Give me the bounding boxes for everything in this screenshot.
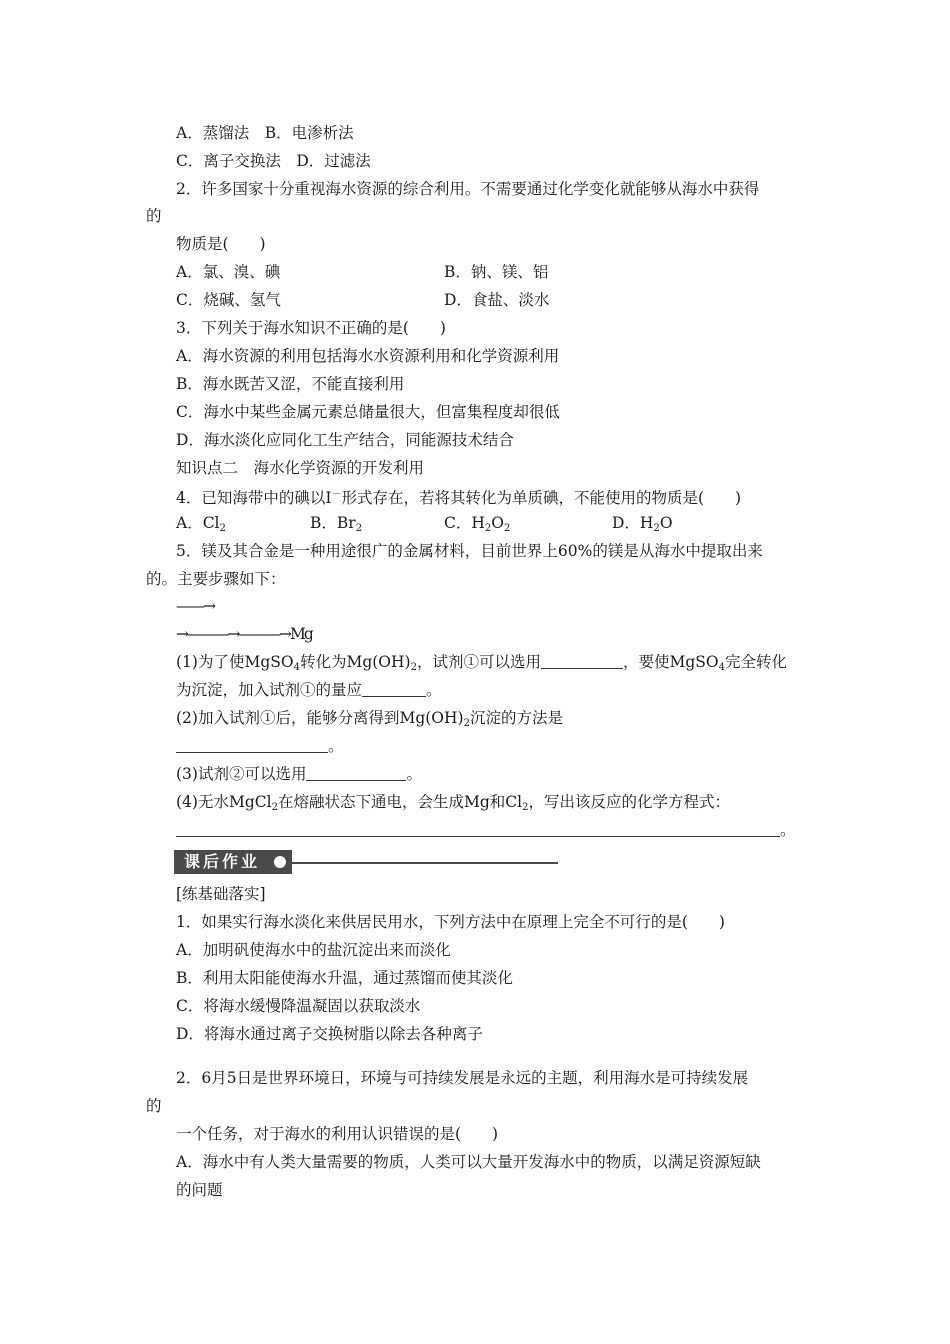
flow-arrow-line-2: →———→———→Mg — [176, 625, 312, 643]
hw1-option-d: D．将海水通过离子交换树脂以除去各种离子 — [176, 1025, 483, 1043]
q5-text: 为沉淀，加入试剂①的量应 — [176, 681, 363, 699]
q3-option-b: B．海水既苦又涩，不能直接利用 — [176, 375, 405, 393]
subscript: 4 — [718, 662, 725, 673]
q5-text: 完全转化 — [724, 653, 787, 671]
q4-option-text: O — [491, 514, 504, 532]
q4-stem — [176, 485, 741, 508]
q5-part-4-answer — [176, 820, 796, 840]
subscript: 2 — [503, 523, 511, 534]
subscript: 2 — [219, 523, 226, 534]
hw1-option-c: C．将海水缓慢降温凝固以获取淡水 — [176, 997, 421, 1015]
flow-arrow-line-1: ——→ — [176, 597, 214, 615]
hw2-stem: 2．6月5日是世界环境日，环境与可持续发展是永远的主题，利用海水是可持续发展 — [176, 1069, 749, 1087]
q5-text: ，要使MgSO — [622, 653, 719, 671]
q5-text: 转化为Mg(OH) — [299, 653, 411, 671]
q5-text: 在熔融状态下通电，会生成Mg和Cl — [277, 793, 523, 811]
subscript: 2 — [271, 802, 278, 813]
q5-text: (3)试剂②可以选用 — [176, 765, 307, 783]
section-title: 知识点二 海水化学资源的开发利用 — [176, 459, 425, 477]
hw2-option-a: A．海水中有人类大量需要的物质，人类可以大量开发海水中的物质，以满足资源短缺 — [176, 1153, 761, 1171]
q4-option-a — [176, 513, 226, 539]
subscript: 2 — [463, 718, 470, 729]
q3-option-c: C．海水中某些金属元素总储量很大，但富集程度却很低 — [176, 403, 560, 421]
answer-blank[interactable] — [362, 681, 426, 697]
q1-option-ab: A．蒸馏法 B．电渗析法 — [176, 124, 354, 142]
q5-part-3 — [176, 764, 422, 784]
q5-text: 。 — [328, 737, 344, 755]
q4-option-d — [612, 513, 673, 539]
q2-option-c: C．烧碱、氢气 — [176, 291, 281, 309]
q5-part-1 — [176, 652, 787, 678]
q2-stem: 2．许多国家十分重视海水资源的综合利用。不需要通过化学变化就能够从海水中获得 — [176, 180, 760, 198]
q4-option-c — [444, 513, 510, 539]
q4-option-text: D．H — [612, 514, 654, 532]
hw2-stem-cont: 一个任务，对于海水的利用认识错误的是( ) — [176, 1125, 499, 1143]
subscript: 2 — [355, 523, 363, 534]
answer-blank[interactable] — [541, 653, 623, 669]
q5-part-4 — [176, 792, 730, 818]
q4-option-text: O — [659, 514, 673, 532]
q2-option-d: D．食盐、淡水 — [444, 291, 550, 309]
banner-dot-icon — [274, 856, 286, 868]
q2-option-a: A．氯、溴、碘 — [176, 263, 281, 281]
q5-text: 。 — [426, 681, 442, 699]
q5-text: 。 — [406, 765, 422, 783]
hw1-option-b: B．利用太阳能使海水升温，通过蒸馏而使其淡化 — [176, 969, 513, 987]
q5-stem: 5．镁及其合金是一种用途很广的金属材料，目前世界上60%的镁是从海水中提取出来 — [176, 542, 763, 560]
q4-option-text: C．H — [444, 514, 485, 532]
subscript: 2 — [522, 802, 529, 813]
q4-option-text: B．Br — [310, 514, 356, 532]
q3-option-d: D．海水淡化应同化工生产结合，同能源技术结合 — [176, 431, 514, 449]
subscript: 2 — [484, 523, 492, 534]
q5-text: ，试剂①可以选用 — [416, 653, 541, 671]
banner-divider — [292, 862, 558, 864]
q4-option-b — [310, 513, 362, 539]
q5-text: (1)为了使MgSO — [176, 653, 294, 671]
q3-stem: 3．下列关于海水知识不正确的是( ) — [176, 319, 446, 337]
q1-option-cd: C．离子交换法 D．过滤法 — [176, 152, 371, 170]
answer-blank[interactable] — [176, 821, 780, 837]
hw2-option-a-cont: 的问题 — [176, 1181, 223, 1199]
q5-text: (2)加入试剂①后，能够分离得到Mg(OH) — [176, 709, 464, 727]
q5-text: 。 — [780, 821, 796, 839]
q4-stem-part: 4．已知海带中的碘以I — [176, 489, 332, 507]
q3-option-a: A．海水资源的利用包括海水水资源利用和化学资源利用 — [176, 347, 560, 365]
hw1-stem: 1．如果实行海水淡化来供居民用水，下列方法中在原理上完全不可行的是( ) — [176, 913, 725, 931]
hw2-stem-wrap: 的 — [146, 1097, 162, 1115]
hw1-option-a: A．加明矾使海水中的盐沉淀出来而淡化 — [176, 941, 451, 959]
q5-part-2-answer — [176, 736, 344, 756]
q4-option-text: A．Cl — [176, 514, 220, 532]
subscript: 2 — [653, 523, 660, 534]
q2-stem-wrap: 的 — [146, 207, 162, 225]
answer-blank[interactable] — [176, 737, 328, 753]
homework-banner: 课后作业 — [174, 850, 292, 874]
answer-blank[interactable] — [306, 765, 406, 781]
q5-stem-wrap: 的。主要步骤如下： — [146, 570, 286, 588]
q5-part-1-cont — [176, 680, 442, 700]
subscript: 4 — [293, 662, 300, 673]
q2-option-b: B．钠、镁、铝 — [444, 263, 549, 281]
q5-text: ，写出该反应的化学方程式： — [528, 793, 730, 811]
practice-header: [练基础落实] — [176, 885, 266, 903]
subscript: 2 — [410, 662, 417, 673]
q5-text: 沉淀的方法是 — [469, 709, 563, 727]
q5-text: (4)无水MgCl — [176, 793, 272, 811]
q2-stem-cont: 物质是( ) — [176, 235, 266, 253]
q5-part-2 — [176, 708, 563, 734]
iodide-charge: － — [331, 489, 342, 500]
q4-stem-part: 形式存在，若将其转化为单质碘，不能使用的物质是( ) — [341, 489, 742, 507]
